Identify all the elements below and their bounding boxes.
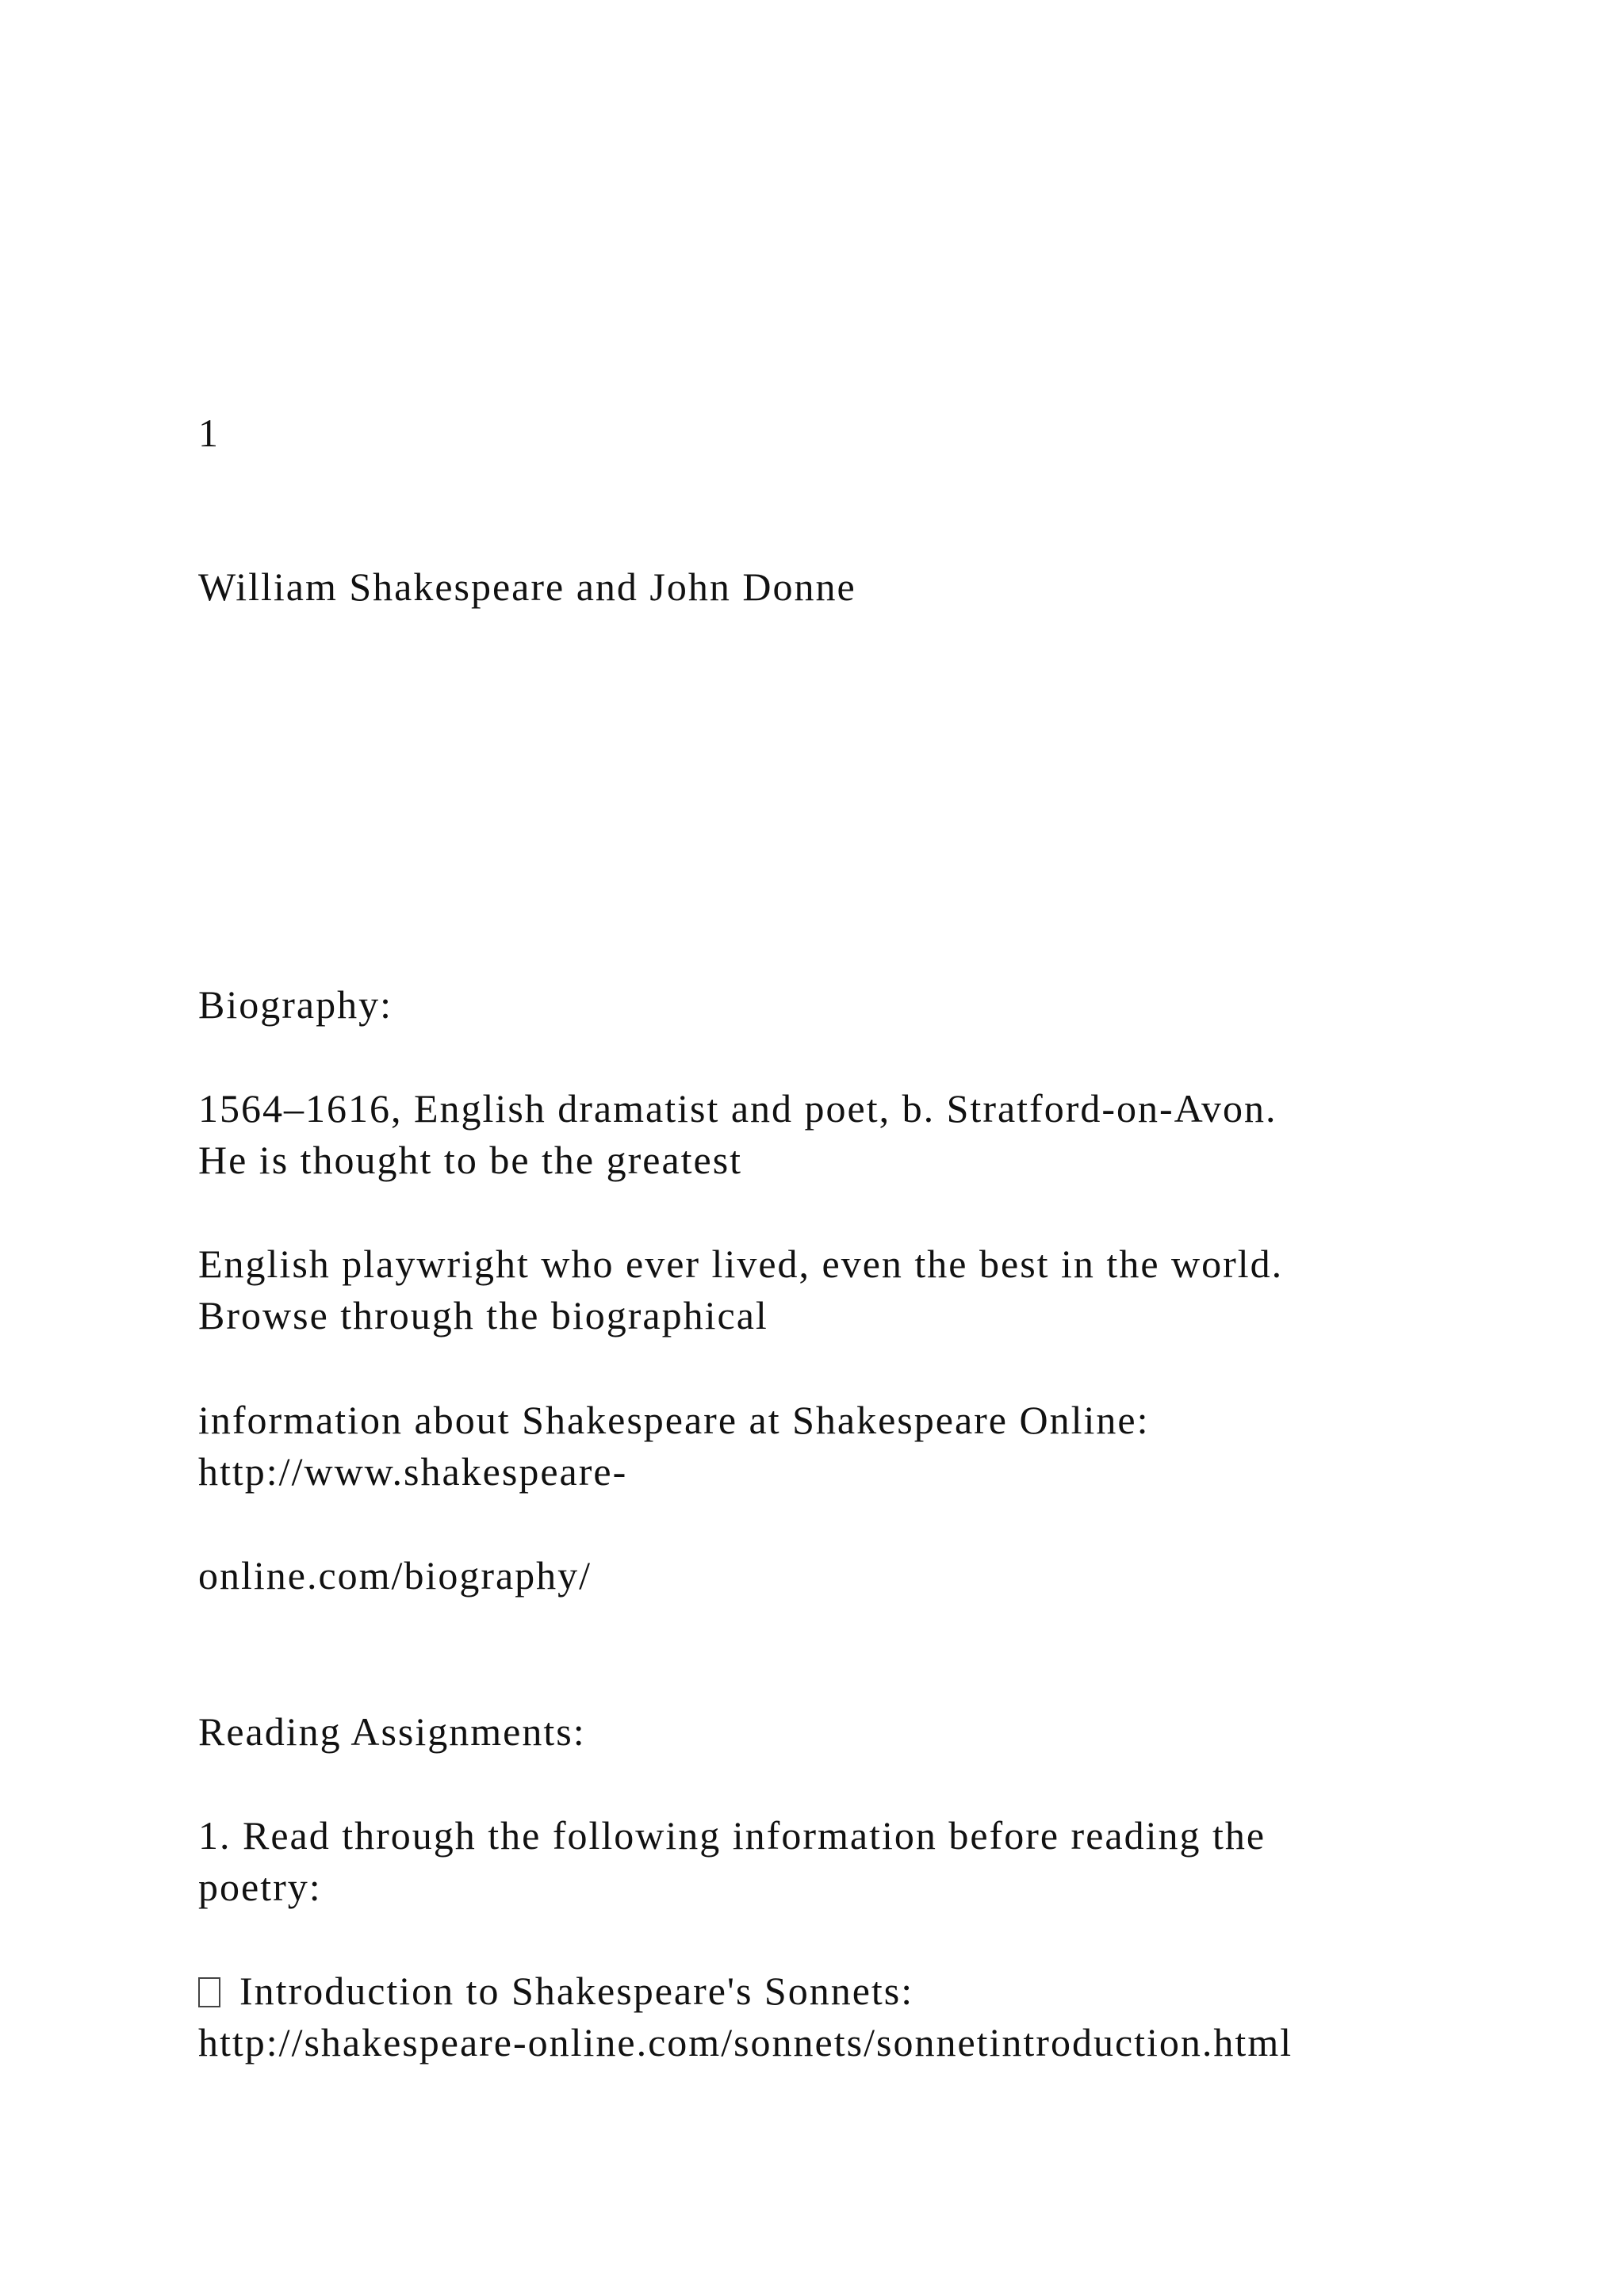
sonnets-introduction-link[interactable]: http://shakespeare-online.com/sonnets/sonnetintroduction.html: [198, 2020, 1293, 2064]
missing-glyph-box-icon: [198, 1977, 220, 2007]
biography-link-part-2[interactable]: online.com/biography/: [198, 1553, 592, 1598]
biography-line-5: information about Shakespeare at Shakespeare Online:: [198, 1398, 1150, 1442]
document-title: William Shakespeare and John Donne: [198, 564, 856, 609]
biography-line-3: English playwright who ever lived, even the best in the world.: [198, 1242, 1284, 1286]
reading-bullet-item: [198, 1965, 914, 2016]
biography-line-2: He is thought to be the greatest: [198, 1138, 743, 1182]
reading-item-1-line-2: poetry:: [198, 1865, 322, 1909]
reading-bullet-label: Introduction to Shakespeare's Sonnets:: [239, 1969, 914, 2013]
biography-line-1: 1564–1616, English dramatist and poet, b. Stratford-on-Avon.: [198, 1086, 1277, 1131]
biography-line-4: Browse through the biographical: [198, 1293, 768, 1337]
page-number: 1: [198, 411, 220, 455]
biography-link-part-1[interactable]: http://www.shakespeare-: [198, 1449, 628, 1494]
reading-assignments-heading: Reading Assignments:: [198, 1709, 586, 1754]
biography-heading: Biography:: [198, 982, 393, 1027]
reading-item-1-line-1: 1. Read through the following information before reading the: [198, 1813, 1266, 1858]
